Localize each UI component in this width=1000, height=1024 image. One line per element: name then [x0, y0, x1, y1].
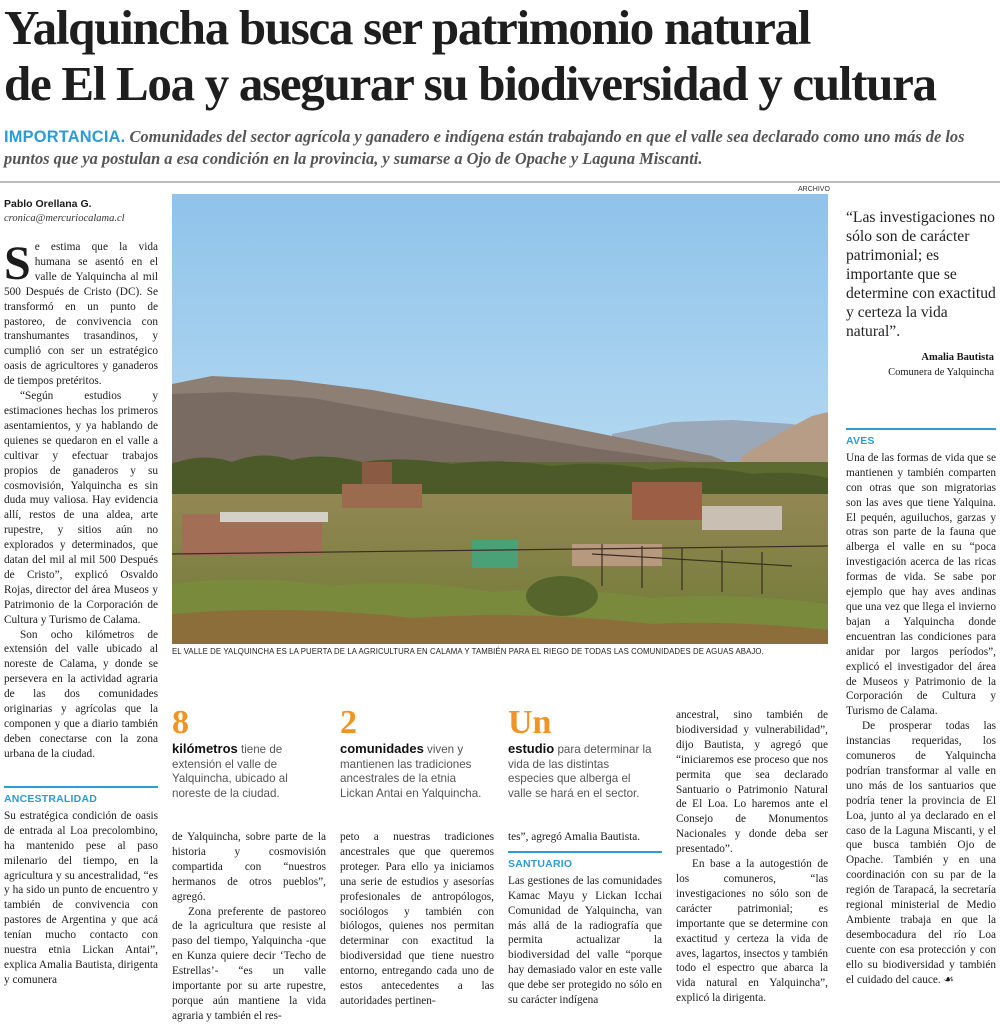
valley-photo	[172, 194, 828, 644]
kicker-text: Comunidades del sector agrícola y ganadero e indígena están trabajando en que el valle sea declarado como uno más de los puntos que ya postulan a esa condición en la provincia, y sumarse a Ojo de Opache y Laguna Miscanti.	[4, 127, 965, 168]
headline	[4, 0, 996, 112]
col5-paragraph-2: En base a la autogestión de los comuneros, “las investigaciones no sólo son de carácter patrimonial; es importante que se determine con exactitud y certeza la vida de aves, lagartos, insectos y también todo el espectro que abarca la vida natural en Yalquincha”, explicó la dirigenta.	[676, 858, 828, 1005]
headline-line-2: de El Loa y asegurar su biodiversidad y cultura	[4, 56, 936, 111]
byline-author: Pablo Orellana G.	[4, 198, 92, 210]
col6-paragraph-1: Una de las formas de vida que se mantienen y también comparten con otras que son migratorias son las aves que tiene Yalquina. El pequén, aguiluchos, garzas y otras son parte de la fauna que alberga el valle en su “poca investigación acerca de las ricas formas de vida. Se sabe por ejemplo que hay aves andinas que una vez que llega el invierno bajan a Yalquincha donde encuentran las condiciones para anidar por largos períodos”, explicó el investigador del área de Museos y Patrimonio de la Corporación de Cultura y Turismo de Calama.	[846, 451, 996, 718]
dropcap: S	[4, 237, 31, 290]
stat-number: 2	[340, 704, 357, 741]
col2-paragraph-1: de Yalquincha, sobre parte de la historia y cosmovisión compartida con “nuestros hermanos de otros pueblos”, agregó.	[172, 831, 326, 903]
header-divider	[0, 181, 1000, 183]
byline-email[interactable]: cronica@mercuriocalama.cl	[4, 213, 125, 224]
stat-estudio	[508, 706, 656, 801]
col4-paragraph-2: Las gestiones de las comunidades Kamac Mayu y Lickan Icchai Comunidad de Yalquincha, van más allá de la radiografía que permita actualizar la biodiversidad del valle “porque hay demasiado valor en este valle que debe ser protegido no sólo en su carácter indígena	[508, 874, 662, 1007]
photo-caption: EL VALLE DE YALQUINCHA ES LA PUERTA DE LA AGRICULTURA EN CALAMA Y TAMBIÉN PARA EL RIEGO DE TODAS LAS COMUNIDADES DE AGUAS ABAJO.	[172, 647, 764, 656]
headline-line-1: Yalquincha busca ser patrimonio natural	[4, 0, 811, 55]
column-6	[846, 428, 996, 988]
stat-text: para determinar la vida de las distintas especies que alberga el valle se hará en el sector.	[508, 743, 652, 800]
section-ancestralidad: ANCESTRALIDAD	[4, 786, 158, 807]
col2-paragraph-2: Zona preferente de pastoreo de la agricultura que resiste al paso del tiempo, Yalquincha -que en Kunza quiere decir ‘Techo de Estrellas’- “es un valle importante por su arte rupestre, porque aún mantiene la vida agraria y también el res-	[172, 905, 326, 1022]
stat-kilometros	[172, 706, 322, 801]
stat-number: Un	[508, 704, 552, 741]
section-aves: AVES	[846, 428, 996, 449]
col1-paragraph-1: e estima que la vida humana se asentó en el valle de Yalquincha al mil 500 Después de Cristo (DC). Se transformó en un punto de pastoreo, de convivencia con transhumantes trasandinos, y cumplió con ser un estratégico oasis de agricultores y ganaderos de tiempos pretéritos.	[4, 241, 158, 388]
kicker-label: IMPORTANCIA.	[4, 128, 126, 146]
pull-quote: “Las investigaciones no sólo son de carácter patrimonial; es importante que se determine con exactitud y certeza la vida natural”.	[846, 209, 996, 340]
column-5	[676, 708, 828, 1006]
section-santuario: SANTUARIO	[508, 851, 662, 872]
col4-paragraph-1: tes”, agregó Amalia Bautista.	[508, 831, 641, 843]
column-1-lower	[4, 786, 158, 988]
col1-paragraph-4: Su estratégica condición de oasis de entrada al Loa precolombino, ha mantenido pese al paso milenario del tiempo, en la agricultura y su ancestralidad, “es y ha sido un punto de encuentro y también de convivencia con pastores de Argentina y que acá tenían mucho contacto con nuestra etnia Lickan Antai”, explica Amalia Bautista, dirigenta y comunera	[4, 809, 158, 986]
stat-comunidades	[340, 706, 490, 801]
quote-author: Amalia Bautista	[921, 352, 994, 363]
stat-text: tiene de extensión el valle de Yalquincha, ubicado al noreste de la ciudad.	[172, 743, 288, 800]
stat-unit: kilómetros	[172, 741, 238, 756]
kicker	[4, 126, 994, 169]
column-3	[340, 830, 494, 1009]
stat-number: 8	[172, 704, 189, 741]
stat-unit: comunidades	[340, 741, 424, 756]
stat-text: viven y mantienen las tradiciones ancestrales de la etnia Lickan Antai en Yalquincha.	[340, 743, 482, 800]
column-1	[4, 237, 158, 762]
col5-paragraph-1: ancestral, sino también de biodiversidad y vulnerabilidad”, dijo Bautista, y agregó que “iniciaremos ese proceso que nos permita que sea declarado Santuario o Patrimonio Natural de El Loa. Lo haremos ante el Consejo de Monumentos Nacionales y donde deba ser presentado”.	[676, 709, 828, 856]
photo-credit: ARCHIVO	[798, 186, 830, 193]
col1-paragraph-3: Son ocho kilómetros de extensión del valle ubicado al noreste de Calama, y donde se persevera en la actividad agraria de las dos comunidades originarias y agrícolas que la componen y que a diario también deben conectarse con la zona urbana de la ciudad.	[4, 628, 158, 760]
col1-paragraph-2: “Según estudios y estimaciones hechas los primeros asentamientos, y ya hablando de quienes se quedaron en el valle a cultivar y efectuar trabajos propios de ganaderos y su cosmovisión, Yalquincha es sin duda muy valiosa. Hay evidencia allí, restos de una aldea, arte rupestre, y sitios aún no explorados y determinados, que datan del mil al mil 500 Después de Cristo”, explicó Osvaldo Rojas, director del área Museos y Patrimonio de la Corporación de Cultura y Turismo de Calama.	[4, 390, 158, 626]
quote-role: Comunera de Yalquincha	[888, 367, 994, 378]
col6-paragraph-2: De prosperar todas las instancias requeridas, los comuneros de Yalquincha podrían transformar al valle en uno más de los santuarios que podría tener la provincia de El Loa, junto al ya declarado en el caso de la Laguna Miscanti, y el que busca también Ojo de Opache. También y en una coordinación con su par de la región de Tarapacá, la secretaría regional ministerial de Medio Ambiente trabaja en que la desembocadura del río Loa cuente con esa protección y con ello su biodiversidad y también el cuidado del cauce. ☙	[846, 720, 996, 986]
stat-unit: estudio	[508, 741, 555, 756]
col3-paragraph-1: peto a nuestras tradiciones ancestrales que que queremos proteger. Para ello ya iniciamos una serie de estudios y asesorías profesionales de antropólogos, sociólogos y también con biólogos, quienes nos permitan determinar con exactitud la biodiversidad que tiene nuestro entorno, entregando cada uno de estos antecedentes a las autoridades pertinen-	[340, 831, 494, 1007]
column-2	[172, 830, 326, 1024]
column-4	[508, 830, 662, 1008]
